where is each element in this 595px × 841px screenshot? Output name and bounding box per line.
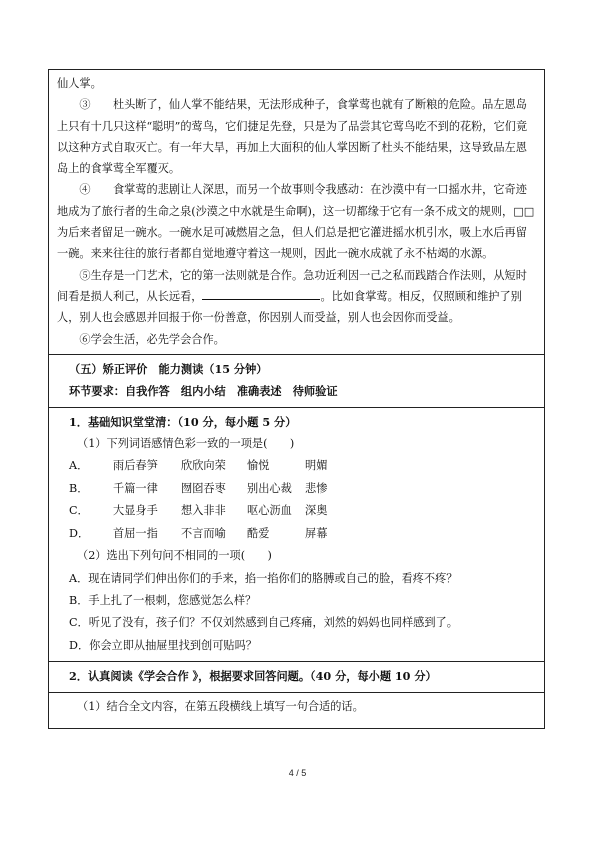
section-5-title: （五）矫正评价 能力测读（15 分钟） [69, 361, 268, 376]
option-word: 别出心裁 [247, 481, 292, 495]
option-word: 明媚 [305, 459, 328, 473]
passage-paragraph-3: ③ 杜头断了，仙人掌不能结果，无法形成种子，食掌莺也就有了断粮的危险。品左恩岛上只有十几只这样“聪明”的莺鸟，它们捷足先登，只是为了品尝其它莺鸟吃不到的花粉，它们竟以这种方式自取灭亡。有一年大旱，再加上大面积的仙人掌因断了杜头不能结果，这导致品左恩岛上的食掌莺全军覆灭。 [57, 98, 528, 176]
option-row-a [57, 455, 536, 477]
question-1-sub2: （2）选出下列句问不相同的一项( ) [77, 549, 272, 563]
option-label: A． [69, 459, 89, 473]
p5-text-before: ⑤生存是一门艺术，它的第一法则就是合作。急功近利因一己之私而践踏合作法则，从短时间看是损人利己，从长远看， [57, 268, 527, 303]
sub2-option-c: C．听见了没有，孩子们？不仅刘然感到自己疼痛，刘然的妈妈也同样感到了。 [69, 616, 458, 630]
passage-paragraph-end: 仙人掌。 [57, 77, 102, 90]
option-word: 首屈一指 [113, 526, 158, 540]
question-2-header [49, 661, 544, 691]
question-2-title: 2．认真阅读《学会合作 》，根据要求回答问题。（40 分，每小题 10 分） [69, 669, 437, 684]
option-word: 雨后春笋 [113, 459, 158, 473]
passage-paragraph-6: ⑥学会生活，必先学会合作。 [79, 332, 225, 346]
option-word: 大显身手 [113, 504, 158, 518]
question-1 [49, 407, 544, 661]
option-label: C． [69, 504, 89, 518]
question-1-sub1: （1）下列词语感情色彩一致的一项是( ) [77, 437, 295, 451]
question-2-body [49, 692, 544, 728]
option-row-c [57, 500, 536, 522]
option-word: 欣欣向荣 [181, 459, 226, 473]
question-1-title: 1．基础知识堂堂清：（10 分，每小题 5 分） [69, 414, 297, 429]
page-number: 4 / 5 [288, 768, 307, 778]
option-row-d [57, 523, 536, 545]
section-5-header [49, 354, 544, 407]
p5-text-after: 。比如食掌莺。相反，仅照顾和维护了别人，别人也会感恩并回报于你一份善意，你因别人而受益，别人也会因你而受益。 [57, 289, 522, 325]
passage-paragraph-5 [57, 265, 536, 329]
option-label: B． [69, 481, 89, 495]
option-word: 悲惨 [305, 481, 328, 495]
sub2-option-a: A．现在请同学们伸出你们的手来，掐一掐你们的胳膊或自己的脸，看疼不疼？ [69, 571, 458, 585]
sub2-option-d: D．你会立即从抽屉里找到创可贴吗？ [69, 638, 257, 652]
option-word: 愉悦 [247, 459, 270, 473]
sub2-option-b: B．手上扎了一根刺，您感觉怎么样？ [69, 593, 257, 607]
option-word: 千篇一律 [113, 481, 158, 495]
worksheet-frame [48, 69, 545, 729]
answer-blank-line [202, 286, 320, 300]
option-word: 不言而喻 [181, 526, 226, 540]
option-word: 囫囵吞枣 [181, 481, 226, 495]
section-5-requirement: 环节要求：自我作答 组内小结 准确表述 待师验证 [69, 384, 338, 399]
option-word: 屏幕 [305, 526, 328, 540]
option-label: D． [69, 526, 90, 540]
option-word: 呕心沥血 [247, 504, 292, 518]
question-2-sub1: （1）结合全文内容，在第五段横线上填写一句合适的话。 [77, 699, 364, 713]
option-word: 酷爱 [247, 526, 270, 540]
option-word: 深奥 [305, 504, 328, 518]
option-row-b [57, 478, 536, 500]
option-word: 想入非非 [181, 504, 226, 518]
reading-passage [49, 70, 544, 354]
passage-paragraph-4: ④ 食掌莺的悲剧让人深思，而另一个故事则令我感动：在沙漠中有一口摇水井，它奇迹地成为了旅行者的生命之泉(沙漠之中水就是生命啊)，这一切都缘于它有一条不成文的规则，□□为后来者留足一碗水。一碗水足可减燃眉之急，但人们总是把它灌进摇水机引水，吸上水后再留一碗。来来往往的旅行者都自觉地遵守着这一规则，因此一碗水成就了永不枯竭的水源。 [57, 183, 535, 261]
